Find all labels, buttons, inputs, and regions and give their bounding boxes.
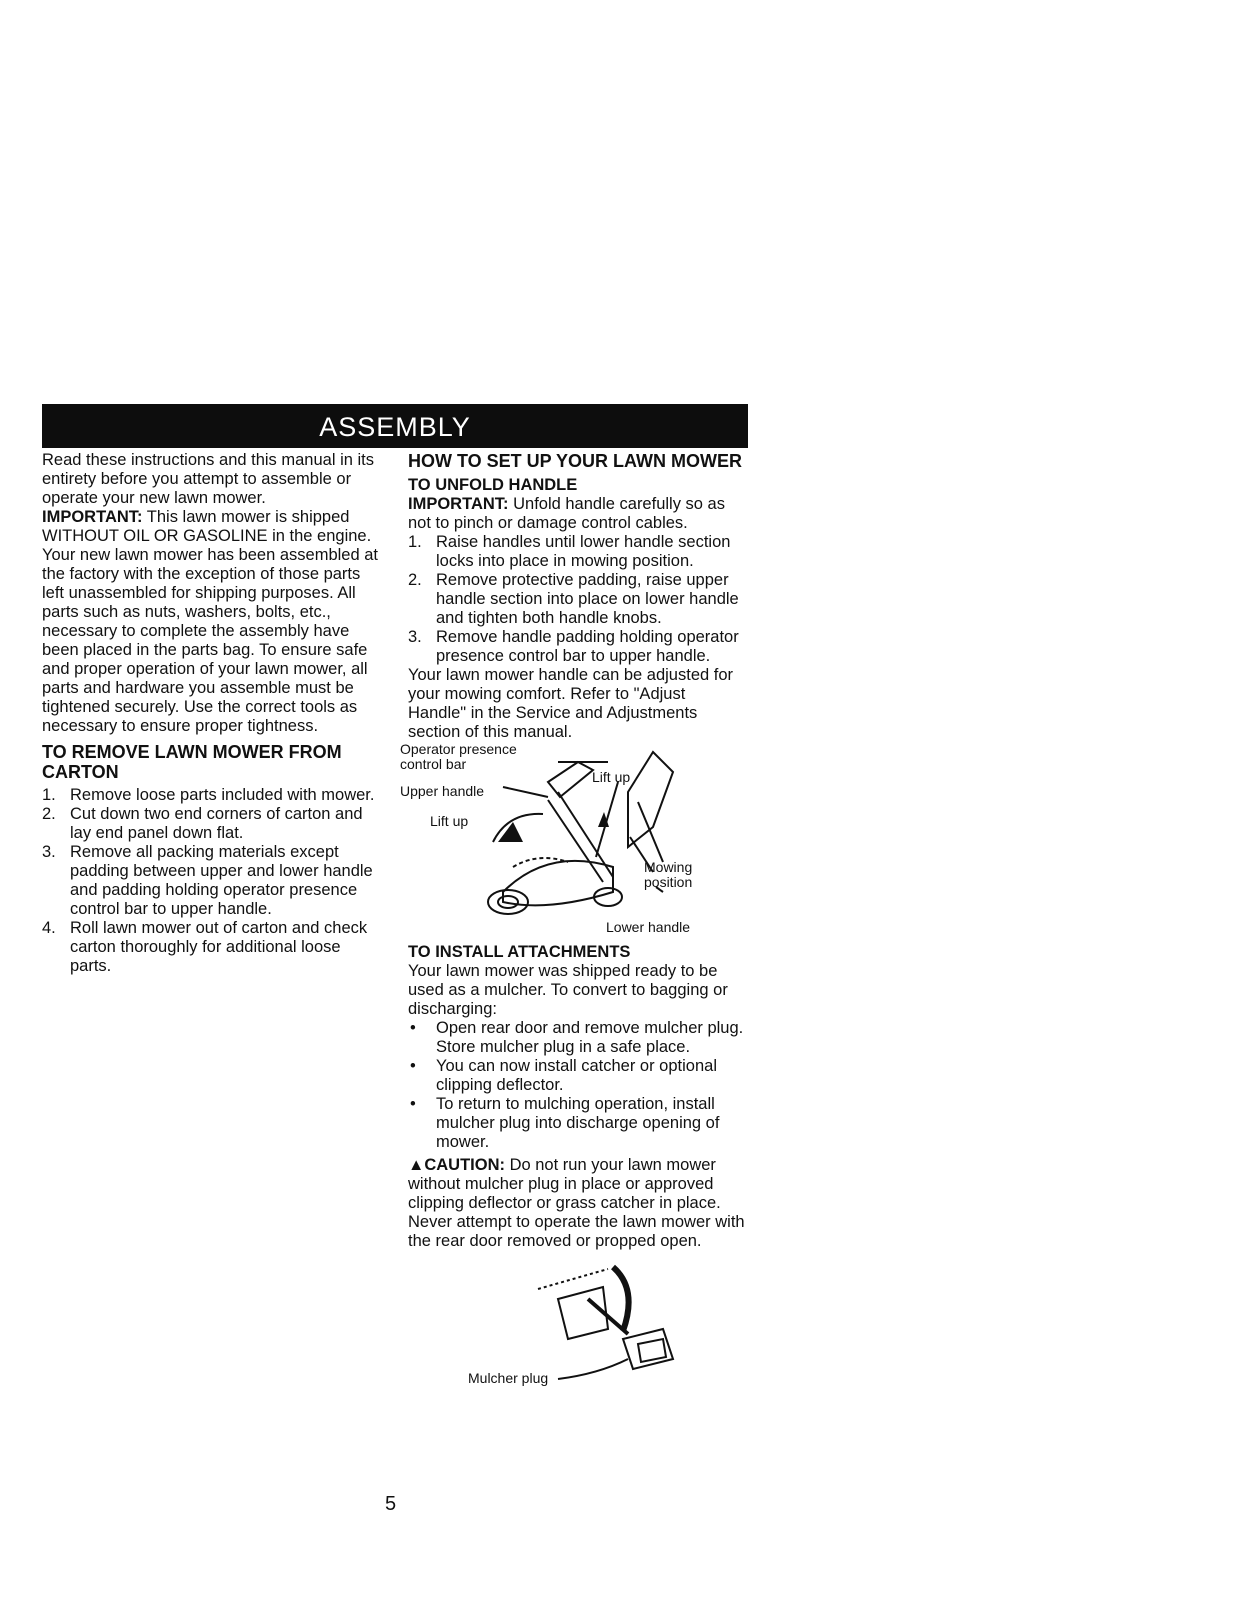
unfold-important-note [408,495,748,533]
lift-up-label-right: Lift up [592,769,631,785]
right-column [400,451,748,1389]
important-text: This lawn mower is shipped WITHOUT OIL OR GASOLINE in the engine. [42,508,372,545]
attachments-intro: Your lawn mower was shipped ready to be used as a mulcher. To convert to bagging or discharging: [408,962,728,1018]
mulcher-plug-illustration [408,1259,748,1389]
intro-paragraph: Read these instructions and this manual in its entirety before you attempt to assemble or operate your new lawn mower. [42,451,375,507]
bullet-text: Open rear door and remove mulcher plug. Store mulcher plug in a safe place. [436,1019,744,1056]
step-text: Raise handles until lower handle section locks into place in mowing position. [436,533,731,570]
upper-handle-label: Upper handle [400,783,485,799]
adjust-handle-paragraph: Your lawn mower handle can be adjusted for your mowing comfort. Refer to "Adjust Handle" in the Service and Adjustments section of this manual. [408,666,734,741]
warning-triangle-icon: ▲ [408,1156,425,1174]
list-item [408,1019,748,1057]
mulcher-plug-figure [408,1259,748,1389]
list-item [408,571,748,628]
caution-text: Do not run your lawn mower without mulcher plug in place or approved clipping deflector or grass catcher in place. Never attempt to operate the lawn mower with the rear door removed or propped open. [408,1156,745,1250]
list-item [42,919,382,976]
remove-carton-heading: TO REMOVE LAWN MOWER FROM CARTON [42,742,342,782]
mower-illustration [408,742,748,942]
left-column [42,451,382,976]
step-number: 1. [42,786,56,804]
bullet-text: You can now install catcher or optional clipping deflector. [436,1057,717,1094]
step-text: Remove loose parts included with mower. [70,786,375,804]
operator-presence-label: Operator presence control bar [400,741,517,772]
step-number: 1. [408,533,422,551]
section-banner: ASSEMBLY [42,404,748,448]
install-attachments-heading: TO INSTALL ATTACHMENTS [408,943,631,961]
factory-paragraph: Your new lawn mower has been assembled at the factory with the exception of those parts left unassembled for shipping purposes. All parts such as nuts, washers, bolts, etc., necessary to complete the assembly have been placed in the parts bag. To ensure safe and proper operation of your lawn mower, all parts and hardware you assemble must be tightened securely. Use the correct tools as necessary to ensure proper tightness. [42,546,379,735]
remove-carton-steps [42,786,382,976]
unfold-handle-steps [408,533,748,666]
important-label: IMPORTANT: [408,495,509,513]
list-item [42,805,382,843]
step-number: 3. [408,628,422,646]
lift-arrow-left-icon [498,822,523,842]
list-item [408,533,748,571]
setup-heading: HOW TO SET UP YOUR LAWN MOWER [408,451,743,471]
step-number: 4. [42,919,56,937]
step-number: 2. [408,571,422,589]
step-text: Cut down two end corners of carton and lay end panel down flat. [70,805,363,842]
bullet-text: To return to mulching operation, install mulcher plug into discharge opening of mower. [436,1095,720,1151]
list-item [408,1057,748,1095]
bullet: • [410,1057,416,1075]
step-text: Remove protective padding, raise upper handle section into place on lower handle and tighten both handle knobs. [436,571,739,627]
list-item [42,843,382,919]
step-number: 2. [42,805,56,823]
mulcher-plug-label: Mulcher plug [468,1370,549,1386]
list-item [408,628,748,666]
important-note [42,508,382,546]
step-text: Roll lawn mower out of carton and check carton thoroughly for additional loose parts. [70,919,368,975]
list-item [42,786,382,805]
lower-handle-label: Lower handle [606,919,691,935]
step-text: Remove all packing materials except padding between upper and lower handle and padding holding operator presence control bar to upper handle. [70,843,373,918]
mowing-position-label: Mowing position [644,859,693,890]
important-label: IMPORTANT: [42,508,143,526]
unfold-handle-figure [400,741,748,942]
important-text: Unfold handle carefully so as not to pinch or damage control cables. [408,495,725,532]
bullet: • [410,1019,416,1037]
attachment-steps [408,1019,748,1152]
unfold-handle-heading: TO UNFOLD HANDLE [408,476,578,494]
lift-up-label-left: Lift up [430,813,469,829]
page-number: 5 [385,1493,397,1515]
list-item [408,1095,748,1152]
step-number: 3. [42,843,56,861]
caution-label: CAUTION: [424,1156,505,1174]
bullet: • [410,1095,416,1113]
caution-paragraph [408,1156,748,1251]
step-text: Remove handle padding holding operator presence control bar to upper handle. [436,628,739,665]
